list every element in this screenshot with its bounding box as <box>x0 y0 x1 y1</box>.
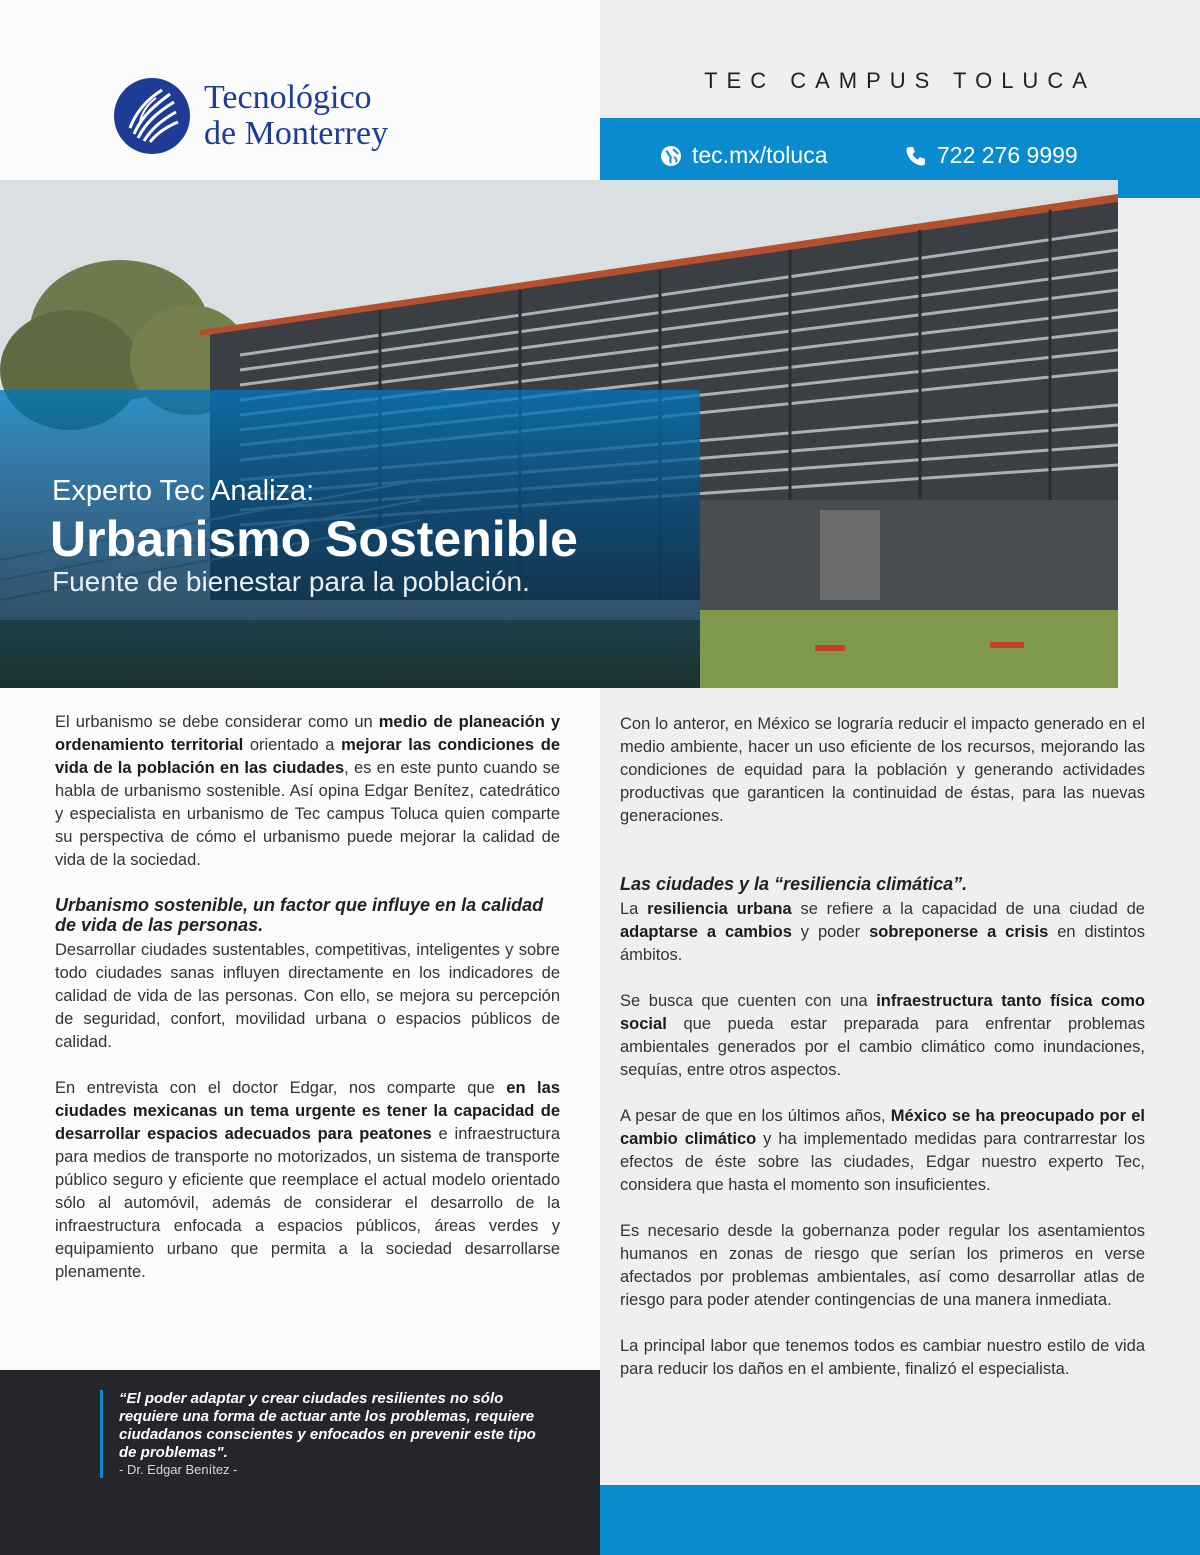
text-run: en distintos ámbitos. <box>620 923 1145 964</box>
text-run: A pesar de que en los últimos años, <box>620 1107 891 1125</box>
text-run: y ha implementado medidas para contrarrestar los efectos de éste sobre las ciudades, Edgar nuestro experto Tec, considera que hasta el momento son insuficientes. <box>620 1130 1145 1194</box>
campus-name: TEC CAMPUS TOLUCA <box>704 68 1096 93</box>
text-run: El urbanismo se debe considerar como un <box>55 713 379 731</box>
right-paragraph-3 <box>620 990 1145 1082</box>
phone-link[interactable] <box>905 142 1078 169</box>
hero-subtitle: Fuente de bienestar para la población. <box>52 566 530 597</box>
left-subheading: Urbanismo sostenible, un factor que influye en la calidad de vida de las personas. <box>55 895 544 935</box>
hero-kicker: Experto Tec Analiza: <box>52 475 315 507</box>
blue-footer-bar <box>600 1485 1200 1555</box>
text-run: , es en este punto cuando se habla de urbanismo sostenible. Así opina Edgar Benítez, catedrático y especialista en urbanismo de Tec campus Toluca quien comparte su perspectiva de cómo el urbanismo puede mejorar la calidad de vida de la sociedad. <box>55 759 560 869</box>
text-run: y poder <box>791 923 870 941</box>
left-paragraph-1 <box>55 711 560 872</box>
pull-quote <box>100 1390 549 1478</box>
left-paragraph-3 <box>55 1077 560 1284</box>
website-text: tec.mx/toluca <box>692 142 828 168</box>
text-run: Se busca que cuenten con una <box>620 992 877 1010</box>
left-column <box>55 711 560 1307</box>
phone-text: 722 276 9999 <box>937 142 1078 168</box>
right-paragraph-2 <box>620 898 1145 967</box>
text-run: se refiere a la capacidad de una ciudad de <box>791 900 1145 918</box>
right-paragraph-4 <box>620 1105 1145 1197</box>
phone-icon <box>905 145 927 167</box>
hero-building-image <box>0 180 1118 688</box>
text-run: e infraestructura para medios de transporte no motorizados, un sistema de transporte público seguro y eficiente que reemplace el actual modelo orientado sólo al automóvil, además de considerar el desarrollo de la infraestructura enfocada a espacios públicos, áreas verdes y equipamiento urbano que permita a la sociedad desarrollarse plenamente. <box>55 1125 561 1281</box>
left-paragraph-2: Desarrollar ciudades sustentables, competitivas, inteligentes y sobre todo ciudades sanas influyen directamente en los indicadores de calidad de vida de las personas. Con ello, se mejora su percepción de seguridad, confort, movilidad urbana o espacios públicos de calidad. <box>55 941 560 1051</box>
right-column <box>620 713 1145 1404</box>
globe-icon <box>660 145 682 167</box>
right-paragraph-1: Con lo anteror, en México se lograría reducir el impacto generado en el medio ambiente, hacer un uso eficiente de los recursos, mejorando las condiciones de equidad para la población y generando actividades productivas que garanticen la continuidad de éstas, para las nuevas generaciones. <box>620 715 1145 825</box>
quote-text: “El poder adaptar y crear ciudades resilientes no sólo requiere una forma de actuar ante los problemas, requiere ciudadanos conscientes y enfocados en prevenir este tipo de problemas". <box>119 1390 536 1461</box>
bold-run: sobreponerse a crisis <box>869 923 1049 941</box>
bold-run: México se ha preocupado por el cambio climático <box>620 1107 1145 1148</box>
right-subheading: Las ciudades y la “resiliencia climática”. <box>620 874 968 894</box>
website-link[interactable] <box>660 142 828 169</box>
logo-text-line1: Tecnológico <box>204 79 372 116</box>
bold-run: adaptarse a cambios <box>620 923 792 941</box>
right-paragraph-5: Es necesario desde la gobernanza poder regular los asentamientos humanos en zonas de riesgo que serían los primeros en verse afectados por problemas ambientales, así como desarrollar atlas de riesgo para poder atender contingencias de una manera inmediata. <box>620 1222 1145 1309</box>
bold-run: resiliencia urbana <box>647 900 792 918</box>
logo-text-line2: de Monterrey <box>204 115 389 152</box>
bold-run: infraestructura tanto física como social <box>620 992 1145 1033</box>
bold-run: medio de planeación y ordenamiento territorial <box>55 713 561 754</box>
text-run: En entrevista con el doctor Edgar, nos comparte que <box>55 1079 507 1097</box>
quote-author: - Dr. Edgar Benítez - <box>119 1462 238 1477</box>
bold-run: en las ciudades mexicanas un tema urgente es tener la capacidad de desarrollar espacios adecuados para peatones <box>55 1079 560 1143</box>
flame-emblem-icon <box>112 76 192 156</box>
tec-monterrey-logo[interactable] <box>112 76 432 160</box>
text-run: que pueda estar preparada para enfrentar problemas ambientales generados por el cambio climático como inundaciones, sequías, entre otros aspectos. <box>620 1015 1145 1079</box>
text-run: La <box>620 900 648 918</box>
hero-title: Urbanismo Sostenible <box>50 511 578 567</box>
text-run: orientado a <box>243 736 342 754</box>
bold-run: mejorar las condiciones de vida de la población en las ciudades <box>55 736 561 777</box>
right-paragraph-6: La principal labor que tenemos todos es cambiar nuestro estilo de vida para reducir los daños en el ambiente, finalizó el especialista. <box>620 1337 1145 1378</box>
